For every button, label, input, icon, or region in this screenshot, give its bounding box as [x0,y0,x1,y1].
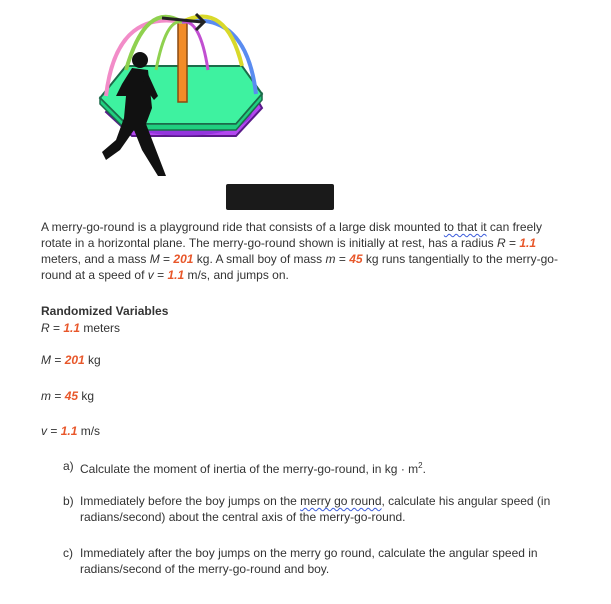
mass-symbol: M [149,252,160,266]
superscript: 2 [418,461,423,470]
variable-boy-mass [41,389,94,403]
question-text-b: , calculate his angular speed (in radians/second) about the central axis of the merry-go-round. [80,494,551,524]
boy-mass-value: 45 [349,252,363,266]
intro-part1: A merry-go-round is a playground ride that consists of a large disk mounted [41,220,444,234]
question-list [63,458,563,577]
redacted-block [226,184,334,210]
intro-part4: kg. A small boy of mass [193,252,326,266]
var-value: 45 [64,389,79,403]
intro-part5: kg runs tangentially to the merry-go-round at a speed of [41,252,558,282]
var-symbol: v [41,424,47,438]
question-text: Immediately after the boy jumps on the merry go round, calculate the angular speed in radians/second of the merry-go-round and boy. [80,546,538,576]
variable-speed [41,424,100,438]
mass-value: 201 [173,252,194,266]
question-text [80,458,563,477]
question-letter: c) [63,546,73,560]
problem-statement [41,219,561,283]
var-unit: kg [78,389,95,403]
var-symbol: m [41,389,51,403]
equals: = [51,389,65,403]
speed-value: 1.1 [167,268,185,282]
var-unit: m/s [77,424,101,438]
boy-mass-symbol: m [325,252,336,266]
var-value: 1.1 [60,424,78,438]
intro-part3: meters, and a mass [41,252,150,266]
intro-part6: m/s, and jumps on. [184,268,289,282]
var-symbol: M [41,353,51,367]
radius-symbol: R [497,236,506,250]
question-text-a: Calculate the moment of inertia of the merry-go-round, in kg · m [80,462,419,476]
var-unit: meters [80,321,121,335]
equals: = [335,252,350,266]
variable-radius [41,321,120,335]
equals: = [159,252,174,266]
var-value: 201 [64,353,85,367]
equals: = [153,268,168,282]
question-text-b: . [422,462,426,476]
question-text-a: Immediately before the boy jumps on the [80,494,301,508]
equals: = [47,424,61,438]
variable-mass [41,353,101,367]
spellcheck-underline: to that it [443,220,487,234]
var-unit: kg [84,353,101,367]
question-c [63,545,563,577]
randomized-variables-heading: Randomized Variables [41,304,169,318]
question-a [63,458,563,477]
equals: = [49,321,64,335]
speed-symbol: v [147,268,154,282]
radius-value: 1.1 [519,236,537,250]
question-letter: b) [63,494,74,508]
merry-go-round-illustration [96,0,266,182]
question-letter: a) [63,459,74,473]
equals: = [51,353,65,367]
var-symbol: R [41,321,50,335]
equals: = [505,236,520,250]
var-value: 1.1 [63,321,81,335]
spellcheck-underline: merry go round [300,494,382,508]
intro-part2: can freely rotate in a horizontal plane. The merry-go-round shown is initially at rest, has a radius [41,220,542,250]
question-text [80,493,563,525]
question-b [63,493,563,525]
